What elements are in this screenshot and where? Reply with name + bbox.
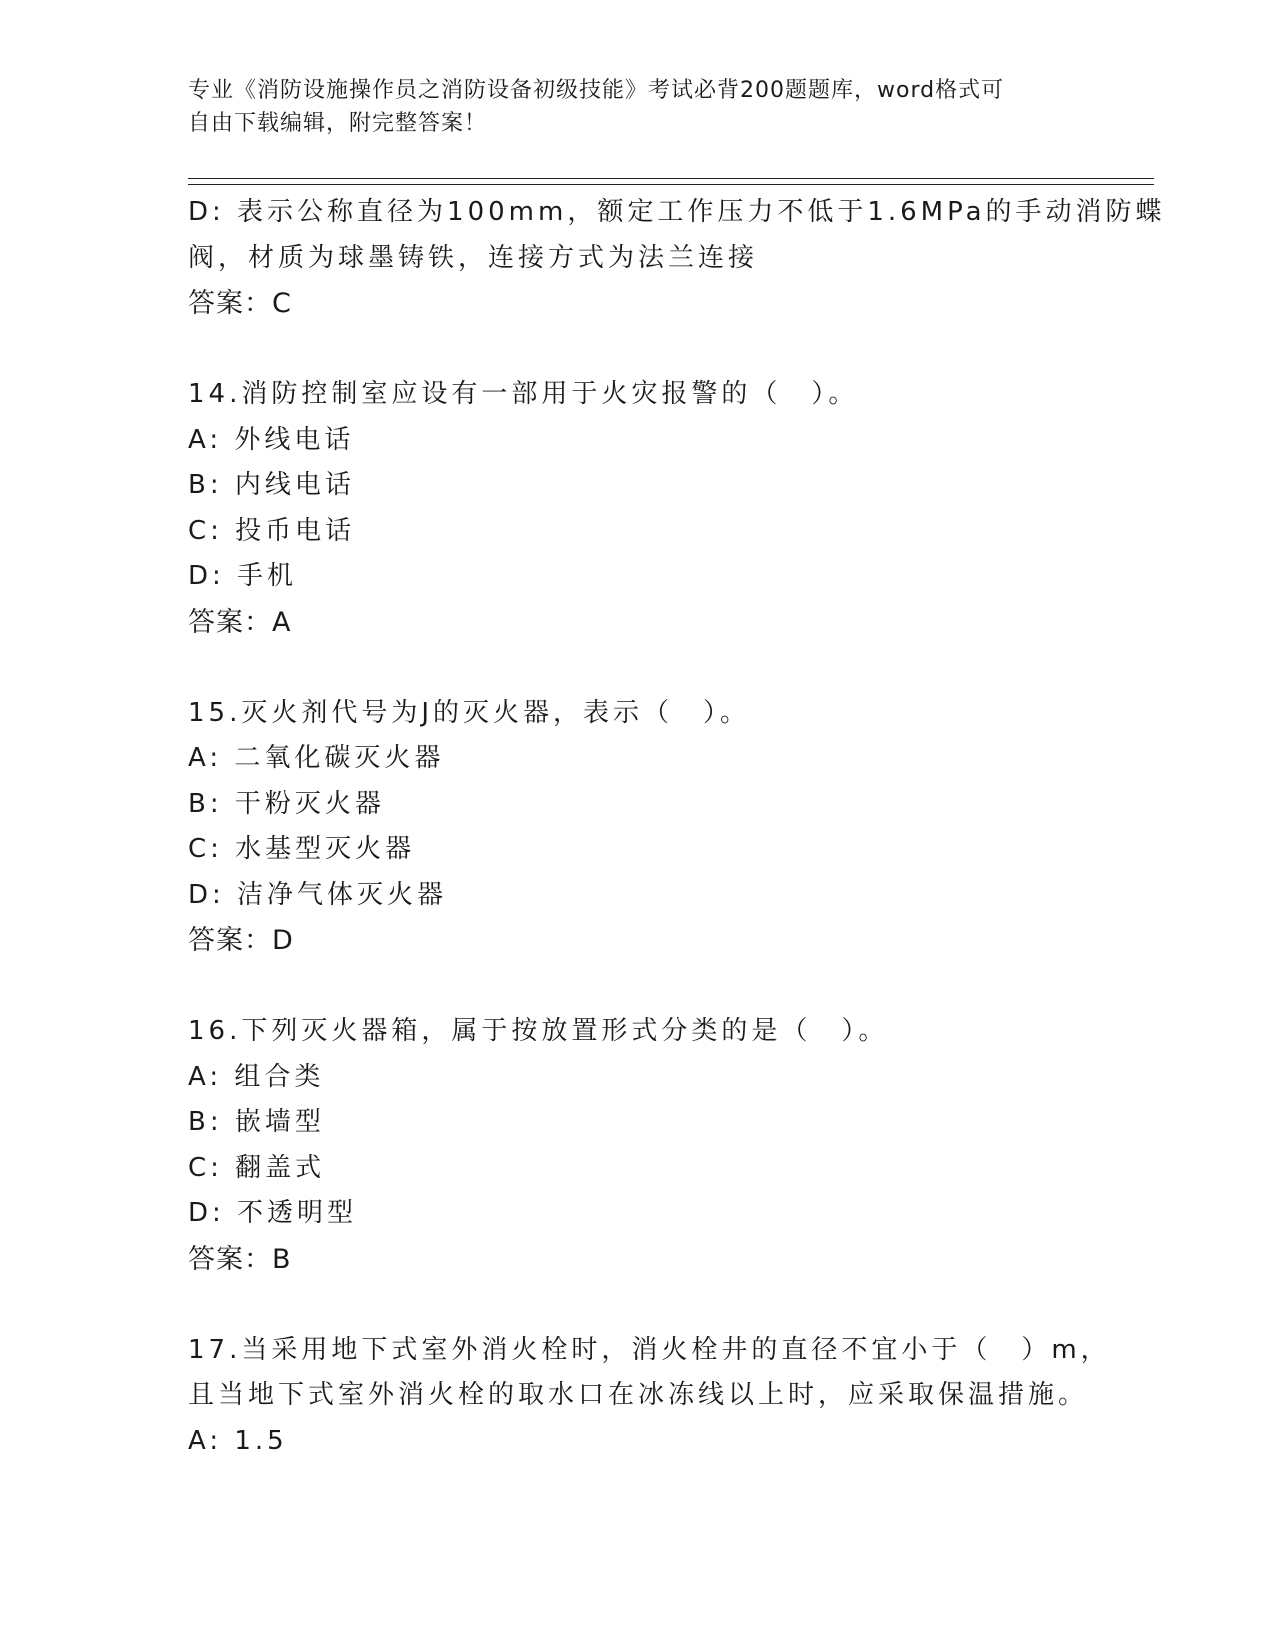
header-divider-top: [188, 178, 1154, 179]
option-d: D: 手机: [188, 561, 298, 591]
header-line-1: 专业《消防设施操作员之消防设备初级技能》考试必背200题题库，word格式可: [188, 78, 1005, 103]
question-stem: 15.灭火剂代号为J的灭火器，表示（ ）。: [188, 697, 751, 728]
option-a: A: 1.5: [188, 1425, 288, 1456]
answer: 答案：D: [188, 925, 294, 956]
spacer: [188, 645, 1088, 691]
answer: 答案：A: [188, 606, 292, 638]
option-a: A: 二氧化碳灭火器: [188, 743, 445, 773]
option-d: D: 洁净气体灭火器: [188, 879, 448, 910]
question-15: [188, 691, 1088, 964]
question-list: [188, 190, 1166, 1464]
question-14: [188, 372, 1088, 645]
question-stem-line-2: 且当地下式室外消火栓的取水口在冰冻线以上时，应采取保温措施。: [188, 1380, 1089, 1410]
question-16: [188, 1009, 1088, 1282]
option-a: A: 外线电话: [188, 424, 355, 455]
option-b: B: 内线电话: [188, 470, 355, 500]
spacer: [188, 327, 1088, 373]
question-stem-line-1: 17.当采用地下式室外消火栓时，消火栓井的直径不宜小于（ ）m，: [188, 1334, 1111, 1365]
answer: 答案：B: [188, 1243, 292, 1275]
option-d-line-2: 阀，材质为球墨铸铁，连接方式为法兰连接: [188, 242, 759, 273]
option-c: C: 翻盖式: [188, 1152, 326, 1183]
option-d-line-1: D: 表示公称直径为100mm，额定工作压力不低于1.6MPa的手动消防蝶: [188, 197, 1166, 227]
option-b: B: 干粉灭火器: [188, 788, 385, 819]
header-divider-bottom: [188, 184, 1154, 185]
header-line-2: 自由下载编辑，附完整答案！: [188, 111, 488, 136]
document-header: [188, 74, 1078, 140]
spacer: [188, 964, 1088, 1010]
question-13-tail: [188, 190, 1166, 327]
question-stem: 16.下列灭火器箱，属于按放置形式分类的是（ ）。: [188, 1016, 889, 1046]
option-c: C: 投币电话: [188, 515, 356, 546]
option-c: C: 水基型灭火器: [188, 834, 416, 864]
question-stem: 14.消防控制室应设有一部用于火灾报警的（ ）。: [188, 379, 859, 409]
option-b: B: 嵌墙型: [188, 1107, 325, 1137]
option-d: D: 不透明型: [188, 1198, 358, 1228]
option-a: A: 组合类: [188, 1061, 325, 1092]
answer: 答案：C: [188, 288, 292, 319]
spacer: [188, 1282, 1088, 1328]
question-17: [188, 1328, 1111, 1465]
